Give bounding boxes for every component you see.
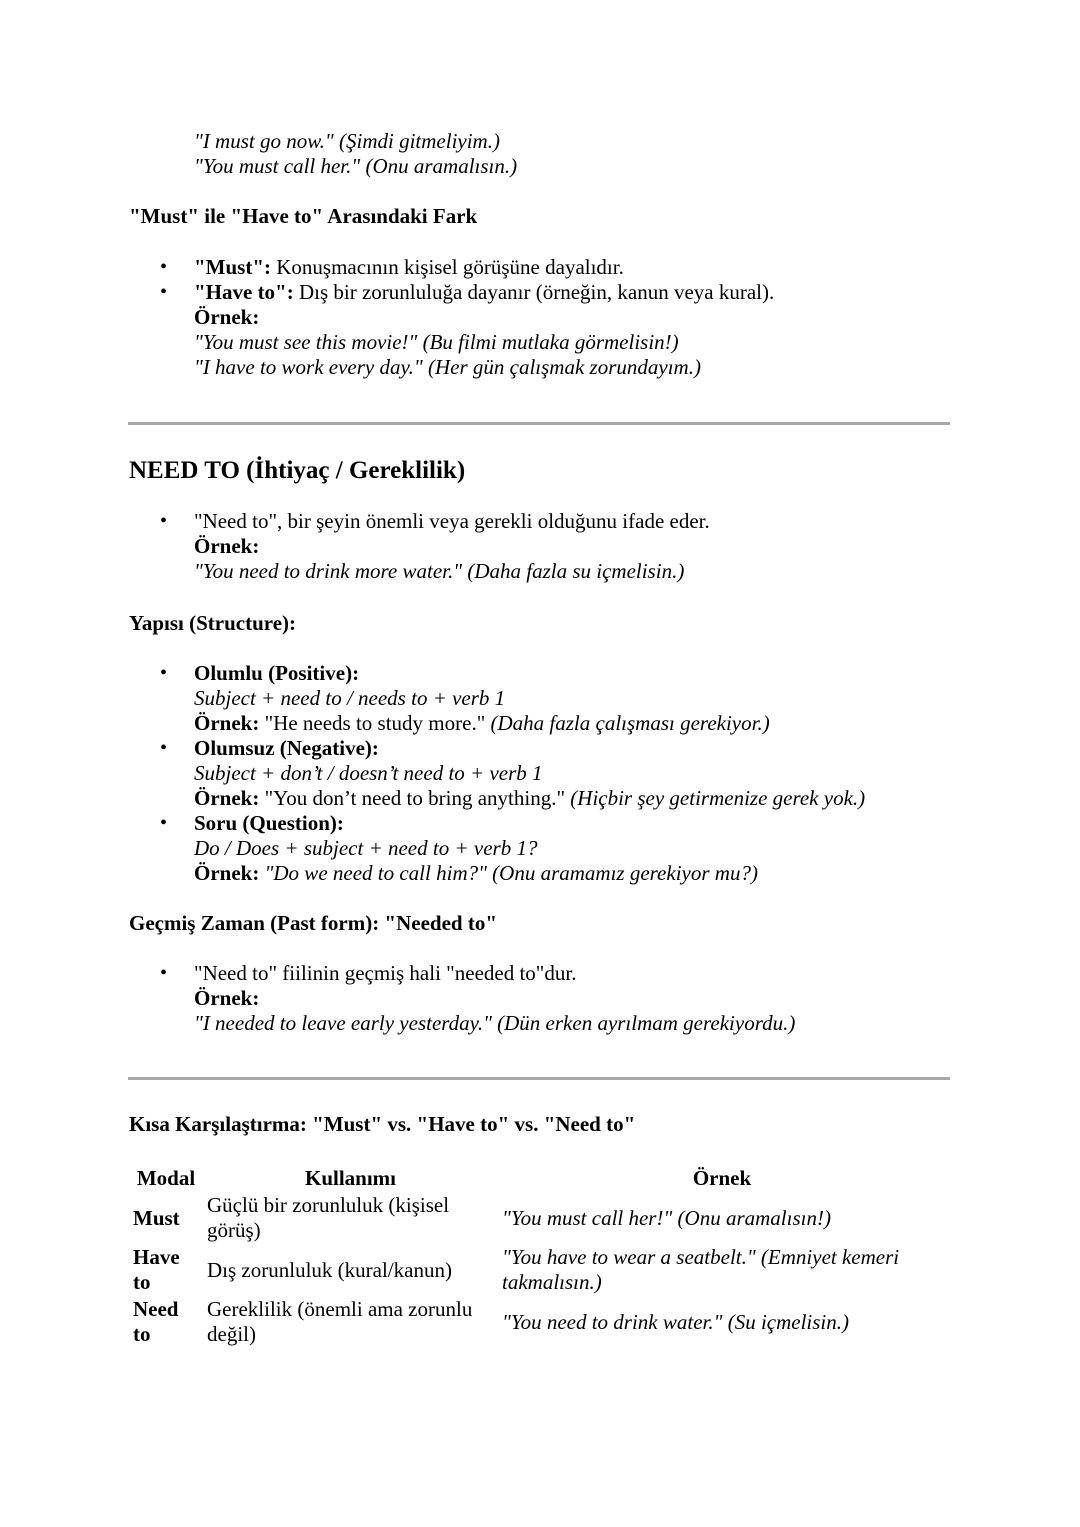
need-to-intro-list [0,509,1080,584]
table-row [129,1244,946,1296]
past-form-list [0,961,1080,1036]
column-header-modal: Modal [136,1166,196,1190]
example-line: "You need to drink more water." (Daha fazla su içmelisin.) [194,559,685,583]
must-vs-have-list [0,255,1080,380]
example-tr: (Daha fazla çalışması gerekiyor.) [490,711,770,735]
section-divider [128,422,950,425]
list-item [0,255,1080,280]
structure-heading: Yapısı (Structure): [129,611,297,635]
list-item [0,509,1080,584]
table-row [129,1296,946,1348]
cell-usage: Güçlü bir zorunluluk (kişisel görüş) [207,1193,450,1242]
example-tr: (Hiçbir şey getirmenize gerek yok.) [570,786,866,810]
structure-label-question: • Soru (Question): [194,811,344,835]
example-line: "You must see this movie!" (Bu filmi mutlaka görmelisin!) [194,330,679,354]
column-header-usage: Kullanımı [304,1166,397,1190]
cell-usage: Dış zorunluluk (kural/kanun) [207,1257,452,1282]
table-header-row [129,1165,946,1192]
list-item [0,811,1080,886]
list-item [0,661,1080,736]
example-en: "Do we need to call him?" (Onu aramamız gerekiyor mu?) [259,861,758,885]
section-divider [128,1077,950,1080]
term-have-to: "Have to": [194,280,294,304]
list-item [0,961,1080,1036]
cell-modal: Have to [133,1245,180,1294]
example-label: Örnek: [194,305,260,329]
intro-examples [0,129,1080,179]
example-label: Örnek: [194,786,260,810]
example-en: "He needs to study more." [259,711,491,735]
past-form-heading: Geçmiş Zaman (Past form): "Needed to" [129,911,497,935]
example-label: Örnek: [194,861,260,885]
structure-list [0,661,1080,886]
structure-formula-negative: Subject + don’t / doesn’t need to + verb 1 [194,761,543,785]
comparison-table [129,1165,946,1348]
must-vs-have-heading: "Must" ile "Have to" Arasındaki Fark [129,204,478,228]
example-en: "You don’t need to bring anything." [259,786,571,810]
cell-example: "You have to wear a seatbelt." (Emniyet kemeri takmalısın.) [502,1245,900,1294]
cell-modal: Need to [133,1297,179,1346]
cell-example: "You must call her!" (Onu aramalısın!) [502,1205,831,1230]
term-must-text: Konuşmacının kişisel görüşüne dayalıdır. [270,255,624,279]
cell-usage: Gereklilik (önemli ama zorunlu değil) [207,1297,473,1346]
term-must: "Must": [194,255,271,279]
past-form-text: • "Need to" fiilinin geçmiş hali "needed to"dur. [194,961,577,985]
structure-label-positive: • Olumlu (Positive): [194,661,360,685]
structure-label-negative: • Olumsuz (Negative): [194,736,379,760]
list-item [0,280,1080,380]
example-label: Örnek: [194,711,260,735]
structure-formula-question: Do / Does + subject + need to + verb 1? [194,836,538,860]
column-header-example: Örnek [692,1166,752,1190]
list-item [0,736,1080,811]
example-line: "I have to work every day." (Her gün çalışmak zorundayım.) [194,355,701,379]
intro-example-2: "You must call her." (Onu aramalısın.) [194,154,518,178]
structure-formula-positive: Subject + need to / needs to + verb 1 [194,686,506,710]
example-label: Örnek: [194,986,260,1010]
need-to-heading: NEED TO (İhtiyaç / Gereklilik) [129,457,466,484]
term-have-to-text: Dış bir zorunluluğa dayanır (örneğin, kanun veya kural). [293,280,775,304]
intro-example-1: "I must go now." (Şimdi gitmeliyim.) [194,129,500,153]
example-label: Örnek: [194,534,260,558]
comparison-heading: Kısa Karşılaştırma: "Must" vs. "Have to" vs. "Need to" [129,1112,636,1136]
need-to-intro-text: • "Need to", bir şeyin önemli veya gerekli olduğunu ifade eder. [194,509,710,533]
cell-modal: Must [133,1205,180,1230]
table-row [129,1192,946,1244]
cell-example: "You need to drink water." (Su içmelisin.) [502,1309,850,1334]
example-line: "I needed to leave early yesterday." (Dün erken ayrılmam gerekiyordu.) [194,1011,796,1035]
